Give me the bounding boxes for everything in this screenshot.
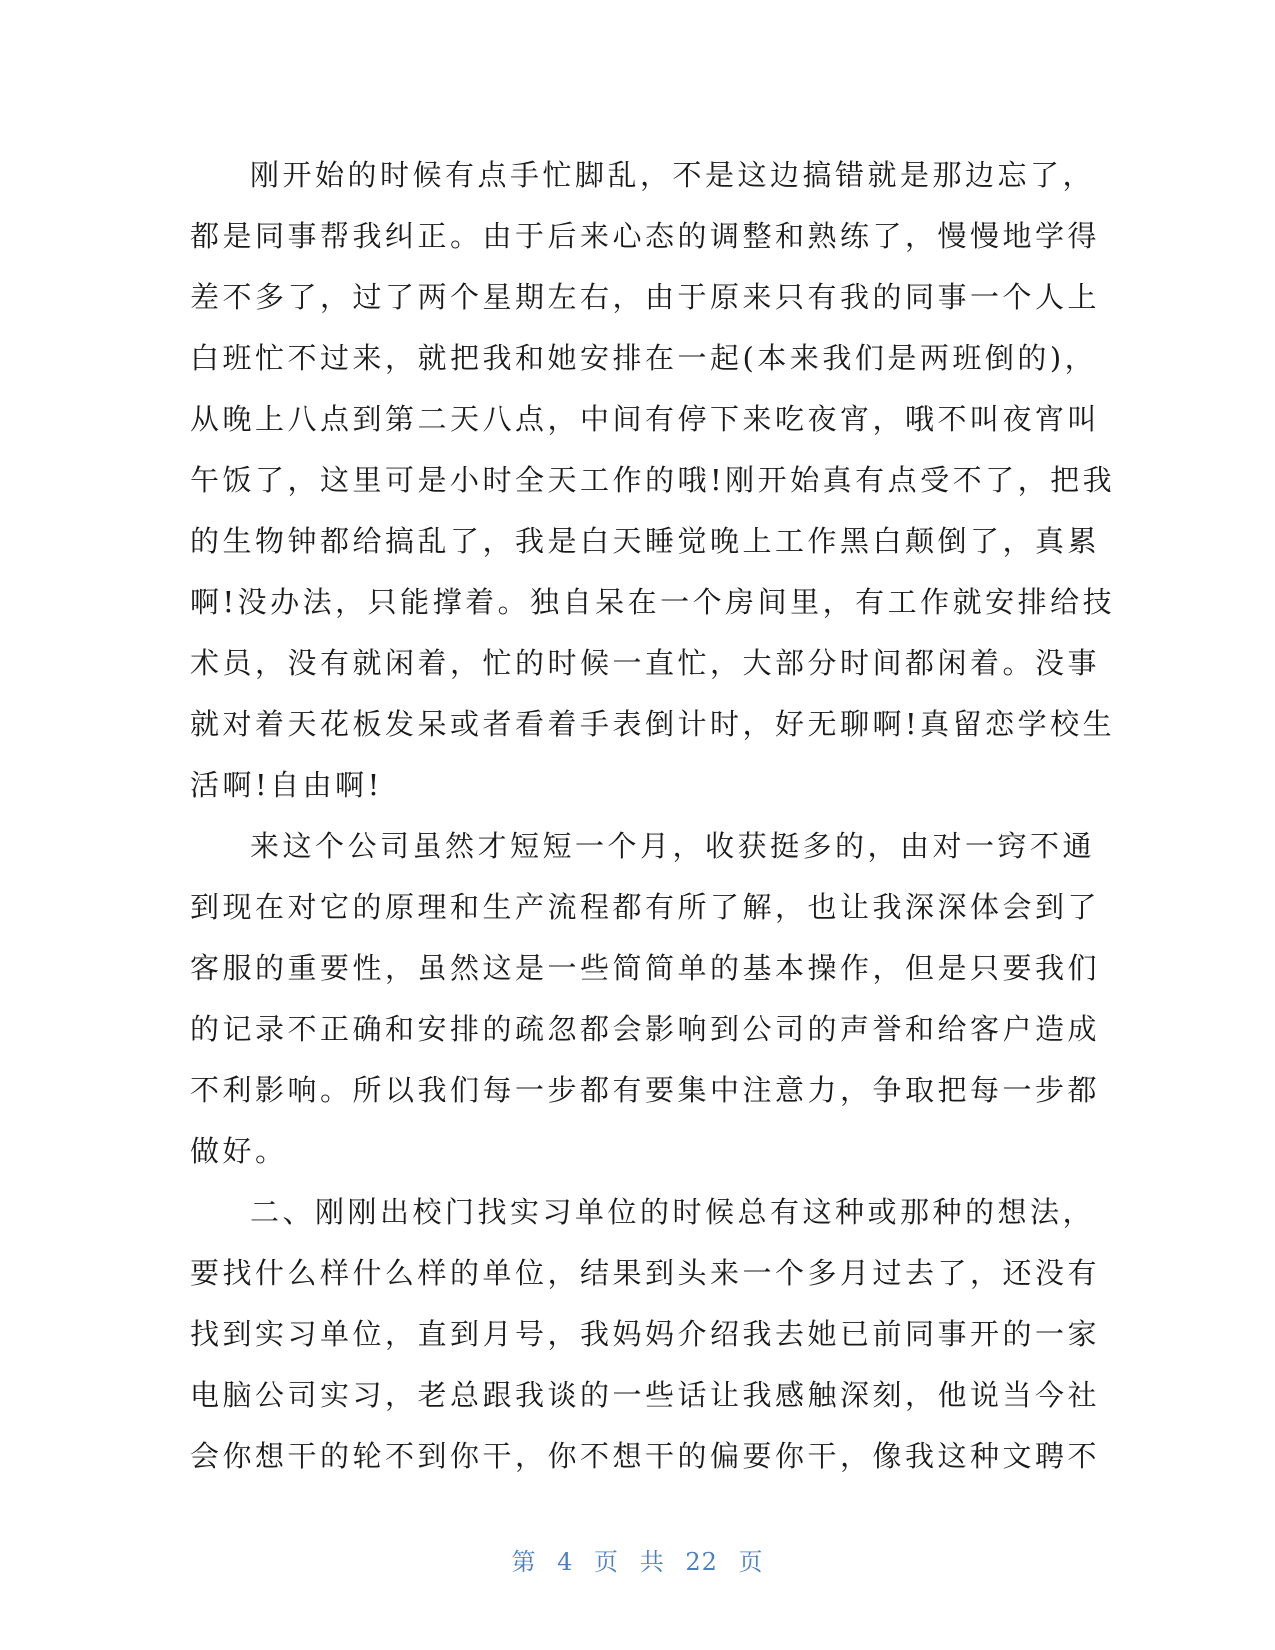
paragraph-line: 刚开始的时候有点手忙脚乱，不是这边搞错就是那边忘了， [250, 158, 1096, 192]
paragraph-line: 做好。 [190, 1134, 288, 1168]
paragraph-line: 活啊!自由啊! [190, 768, 383, 802]
paragraph-line: 差不多了，过了两个星期左右，由于原来只有我的同事一个人上 [190, 280, 1101, 314]
paragraph-line: 找到实习单位，直到月号，我妈妈介绍我去她已前同事开的一家 [190, 1317, 1101, 1351]
footer-prefix: 第 [511, 1548, 537, 1576]
paragraph-line: 啊!没办法，只能撑着。独自呆在一个房间里，有工作就安排给技 [190, 585, 1116, 619]
total-page-count: 22 [685, 1548, 718, 1576]
paragraph-line: 从晚上八点到第二天八点，中间有停下来吃夜宵，哦不叫夜宵叫 [190, 402, 1101, 436]
current-page-number: 4 [557, 1548, 574, 1576]
paragraph-line: 到现在对它的原理和生产流程都有所了解，也让我深深体会到了 [190, 890, 1101, 924]
paragraph-line: 二、刚刚出校门找实习单位的时候总有这种或那种的想法， [250, 1195, 1096, 1229]
paragraph-line: 客服的重要性，虽然这是一些简简单的基本操作，但是只要我们 [190, 951, 1101, 985]
paragraph-line: 都是同事帮我纠正。由于后来心态的调整和熟练了，慢慢地学得 [190, 219, 1101, 253]
paragraph-line: 电脑公司实习，老总跟我谈的一些话让我感触深刻，他说当今社 [190, 1378, 1101, 1412]
page-number-footer [0, 1542, 1275, 1577]
footer-total-label: 共 [639, 1548, 665, 1576]
paragraph-line: 白班忙不过来，就把我和她安排在一起(本来我们是两班倒的)， [190, 341, 1098, 375]
paragraph-line: 会你想干的轮不到你干，你不想干的偏要你干，像我这种文聘不 [190, 1439, 1101, 1473]
paragraph-line: 午饭了，这里可是小时全天工作的哦!刚开始真有点受不了，把我 [190, 463, 1116, 497]
footer-suffix: 页 [738, 1548, 764, 1576]
paragraph-line: 来这个公司虽然才短短一个月，收获挺多的，由对一窍不通 [250, 829, 1096, 863]
paragraph-line: 的生物钟都给搞乱了，我是白天睡觉晚上工作黑白颠倒了，真累 [190, 524, 1101, 558]
paragraph-line: 的记录不正确和安排的疏忽都会影响到公司的声誉和给客户造成 [190, 1012, 1101, 1046]
paragraph-line: 术员，没有就闲着，忙的时候一直忙，大部分时间都闲着。没事 [190, 646, 1101, 680]
paragraph-line: 不利影响。所以我们每一步都有要集中注意力，争取把每一步都 [190, 1073, 1101, 1107]
body-text [190, 145, 1116, 1487]
footer-page-label: 页 [594, 1548, 620, 1576]
paragraph-line: 要找什么样什么样的单位，结果到头来一个多月过去了，还没有 [190, 1256, 1101, 1290]
paragraph-line: 就对着天花板发呆或者看着手表倒计时，好无聊啊!真留恋学校生 [190, 707, 1116, 741]
